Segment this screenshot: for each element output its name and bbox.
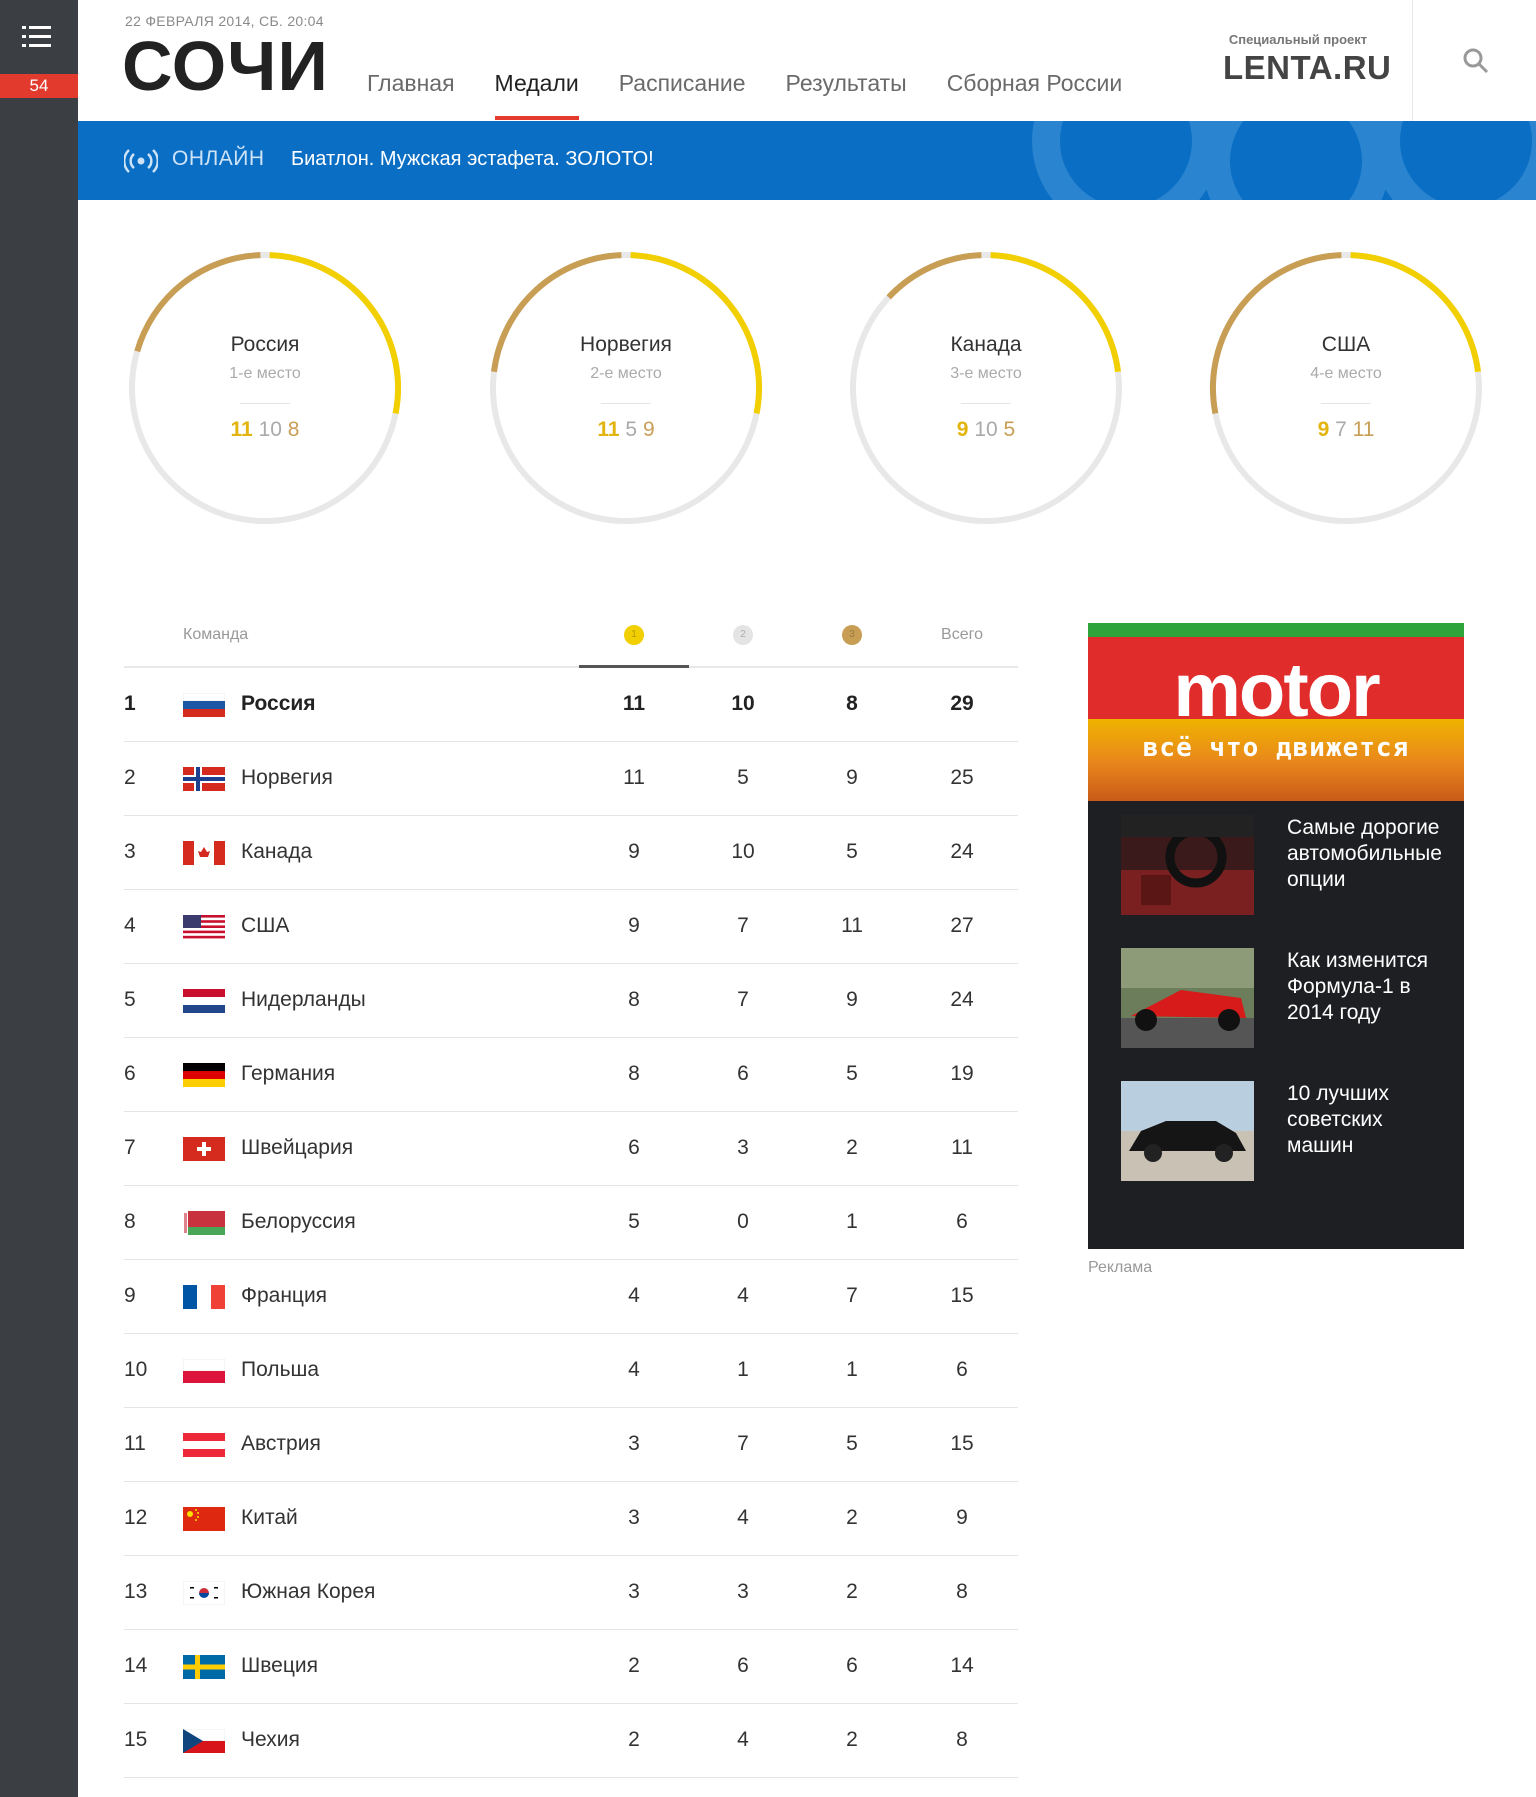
gold-count: 4 (628, 1358, 640, 1381)
donut-ring (486, 248, 766, 528)
silver-count: 6 (737, 1654, 749, 1677)
donut-silver-count: 10 (258, 418, 282, 441)
gold-count: 8 (628, 988, 640, 1011)
rank: 14 (124, 1654, 148, 1677)
donut-medals (846, 418, 1126, 442)
nav-results[interactable]: Результаты (785, 70, 907, 96)
flag-czech-icon (183, 1729, 225, 1753)
rank: 2 (124, 766, 136, 789)
bronze-count: 1 (846, 1358, 858, 1381)
rank: 1 (124, 692, 136, 715)
donut-gold-count: 9 (1317, 418, 1330, 441)
table-row[interactable] (124, 742, 1018, 816)
flag-france-icon (183, 1285, 225, 1309)
donut-country: США (1321, 333, 1371, 356)
silver-medal-icon: 2 (733, 625, 753, 645)
silver-count: 3 (737, 1136, 749, 1159)
donut-ring (1206, 248, 1486, 528)
silver-count: 5 (737, 766, 749, 789)
medal-table (124, 610, 1018, 1778)
table-row[interactable] (124, 1112, 1018, 1186)
medal-donut-usa[interactable] (1206, 248, 1486, 528)
table-row[interactable] (124, 1556, 1018, 1630)
gold-count: 4 (628, 1284, 640, 1307)
donut-gold-count: 11 (597, 418, 620, 441)
online-headline[interactable]: Биатлон. Мужская эстафета. ЗОЛОТО! (291, 148, 654, 170)
broadcast-icon (124, 149, 158, 173)
donut-gold-count: 9 (956, 418, 969, 441)
total-count: 9 (956, 1506, 968, 1529)
gold-count: 3 (628, 1506, 640, 1529)
bronze-count: 6 (846, 1654, 858, 1677)
rank: 5 (124, 988, 136, 1011)
country-name: Южная Корея (241, 1580, 376, 1603)
donut-divider (1321, 403, 1371, 404)
bronze-count: 5 (846, 1432, 858, 1455)
soviet-car-thumbnail (1121, 1081, 1254, 1181)
flag-austria-icon (183, 1433, 225, 1457)
country-name: Россия (241, 692, 316, 715)
flag-south-korea-icon (183, 1581, 225, 1605)
bronze-count: 9 (846, 988, 858, 1011)
donut-silver-count: 10 (974, 418, 998, 441)
ad-article-title: 10 лучших советских машин (1287, 1082, 1389, 1157)
table-row[interactable] (124, 1038, 1018, 1112)
donut-country: Норвегия (580, 333, 672, 356)
medal-donut-russia[interactable] (125, 248, 405, 528)
total-count: 8 (956, 1728, 968, 1751)
table-row[interactable] (124, 1408, 1018, 1482)
total-count: 15 (950, 1432, 974, 1455)
rank: 11 (124, 1432, 146, 1455)
silver-count: 0 (737, 1210, 749, 1233)
table-row[interactable] (124, 668, 1018, 742)
gold-count: 11 (623, 766, 645, 789)
silver-column-header[interactable] (688, 624, 798, 645)
ad-article[interactable] (1121, 1081, 1451, 1181)
flag-belarus-icon (183, 1211, 225, 1235)
flag-usa-icon (183, 915, 225, 939)
donut-country: Канада (950, 333, 1022, 356)
donut-place: 2-е место (590, 365, 662, 382)
formula1-car-thumbnail (1121, 948, 1254, 1048)
total-column-header[interactable]: Всего (941, 626, 983, 643)
silver-count: 10 (731, 692, 755, 715)
silver-count: 6 (737, 1062, 749, 1085)
menu-button[interactable] (0, 0, 78, 74)
country-name: Германия (241, 1062, 336, 1085)
table-header (124, 610, 1018, 668)
gold-count: 9 (628, 840, 640, 863)
table-row[interactable] (124, 1704, 1018, 1778)
bronze-count: 5 (846, 840, 858, 863)
table-row[interactable] (124, 1334, 1018, 1408)
gold-count: 3 (628, 1432, 640, 1455)
bronze-column-header[interactable] (797, 624, 907, 645)
rank: 6 (124, 1062, 136, 1085)
total-count: 27 (950, 914, 974, 937)
donut-medals (486, 418, 766, 442)
total-count: 6 (956, 1210, 968, 1233)
country-name: Чехия (241, 1728, 300, 1751)
online-banner[interactable] (78, 121, 1536, 200)
silver-count: 10 (731, 840, 755, 863)
total-count: 24 (950, 988, 974, 1011)
promo-caption: Специальный проект (1228, 32, 1368, 47)
bronze-medal-icon: 3 (842, 625, 862, 645)
gold-medal-icon: 1 (624, 625, 644, 645)
site-logo[interactable]: СОЧИ (122, 27, 329, 105)
gold-count: 2 (628, 1654, 640, 1677)
donut-silver-count: 5 (625, 418, 638, 441)
site-header (78, 0, 1536, 122)
table-row[interactable] (124, 1482, 1018, 1556)
donut-divider (601, 403, 651, 404)
ad-article[interactable] (1121, 815, 1451, 915)
ad-article-title: Самые дорогие автомобильные опции (1287, 816, 1442, 891)
gold-count: 3 (628, 1580, 640, 1603)
silver-count: 7 (737, 914, 749, 937)
ad-article-title: Как изменится Формула-1 в 2014 году (1287, 949, 1428, 1024)
news-count-badge[interactable]: 54 (0, 74, 78, 98)
flag-sweden-icon (183, 1655, 225, 1679)
bronze-count: 8 (846, 692, 858, 715)
silver-count: 7 (737, 1432, 749, 1455)
donut-bronze-count: 5 (1003, 418, 1016, 441)
lenta-promo[interactable] (1223, 32, 1392, 87)
main-nav (367, 62, 1162, 120)
country-name: Норвегия (241, 766, 333, 789)
donut-divider (961, 403, 1011, 404)
silver-count: 7 (737, 988, 749, 1011)
rank: 7 (124, 1136, 136, 1159)
rank: 13 (124, 1580, 148, 1603)
silver-count: 1 (737, 1358, 749, 1381)
donut-bronze-count: 9 (642, 418, 655, 441)
donut-divider (240, 403, 290, 404)
country-name: Австрия (241, 1432, 321, 1455)
ad-article[interactable] (1121, 948, 1451, 1048)
table-row[interactable] (124, 1260, 1018, 1334)
donut-country: Россия (230, 333, 300, 356)
flag-canada-icon (183, 841, 225, 865)
total-count: 29 (950, 692, 974, 715)
total-count: 14 (950, 1654, 974, 1677)
bronze-count: 9 (846, 766, 858, 789)
motor-advertisement[interactable] (1088, 623, 1464, 1249)
online-label: ОНЛАЙН (172, 147, 265, 170)
country-name: Швейцария (241, 1136, 354, 1159)
donut-medals (1206, 418, 1486, 442)
team-column-header[interactable]: Команда (183, 626, 249, 643)
bronze-count: 11 (841, 914, 863, 937)
donut-medals (125, 418, 405, 442)
flag-germany-icon (183, 1063, 225, 1087)
table-row[interactable] (124, 1186, 1018, 1260)
rank: 4 (124, 914, 136, 937)
flag-netherlands-icon (183, 989, 225, 1013)
bronze-count: 5 (846, 1062, 858, 1085)
country-name: США (241, 914, 290, 937)
total-count: 11 (951, 1136, 973, 1159)
nav-schedule[interactable]: Расписание (618, 70, 746, 96)
rank: 3 (124, 840, 136, 863)
gold-count: 11 (622, 692, 646, 715)
country-name: Польша (241, 1358, 320, 1381)
bronze-count: 2 (846, 1136, 858, 1159)
flag-russia-icon (183, 693, 225, 717)
donut-ring (846, 248, 1126, 528)
table-row[interactable] (124, 816, 1018, 890)
country-name: Нидерланды (241, 988, 366, 1011)
country-name: Китай (241, 1506, 298, 1529)
bronze-count: 2 (846, 1728, 858, 1751)
medal-donut-canada[interactable] (846, 248, 1126, 528)
donut-bronze-count: 8 (287, 418, 300, 441)
silver-count: 4 (737, 1728, 749, 1751)
list-icon (22, 24, 54, 50)
donut-bronze-arc (889, 255, 982, 297)
search-button[interactable] (1412, 0, 1536, 121)
table-row[interactable] (124, 1630, 1018, 1704)
donut-place: 4-е место (1310, 365, 1382, 382)
donut-silver-count: 7 (1335, 418, 1347, 441)
rank: 12 (124, 1506, 148, 1529)
country-name: Белоруссия (241, 1210, 356, 1233)
total-count: 19 (950, 1062, 974, 1085)
search-icon (1463, 48, 1489, 74)
country-name: Франция (241, 1284, 328, 1307)
nav-medals[interactable]: Медали (495, 62, 579, 120)
nav-home[interactable]: Главная (367, 70, 455, 96)
gold-count: 8 (628, 1062, 640, 1085)
bronze-count: 1 (846, 1210, 858, 1233)
silver-count: 3 (737, 1580, 749, 1603)
motor-tagline: всё что движется (1142, 733, 1410, 763)
nav-russia-team[interactable]: Сборная России (946, 70, 1123, 96)
gold-column-header[interactable] (579, 624, 689, 645)
flag-norway-icon (183, 767, 225, 791)
flag-poland-icon (183, 1359, 225, 1383)
rank: 10 (124, 1358, 148, 1381)
car-interior-thumbnail (1121, 815, 1254, 915)
lenta-logo: LENTA.RU (1223, 49, 1392, 86)
bronze-count: 2 (846, 1506, 858, 1529)
gold-count: 5 (628, 1210, 640, 1233)
rank: 9 (124, 1284, 136, 1307)
gold-count: 9 (628, 914, 640, 937)
gold-count: 2 (628, 1728, 640, 1751)
total-count: 15 (950, 1284, 974, 1307)
medal-donut-norway[interactable] (486, 248, 766, 528)
donut-gold-count: 11 (230, 418, 253, 441)
silver-count: 4 (737, 1506, 749, 1529)
total-count: 8 (956, 1580, 968, 1603)
total-count: 6 (956, 1358, 968, 1381)
table-row[interactable] (124, 964, 1018, 1038)
total-count: 25 (950, 766, 974, 789)
table-row[interactable] (124, 890, 1018, 964)
date-time: 22 ФЕВРАЛЯ 2014, СБ. 20:04 (125, 13, 324, 29)
rank: 8 (124, 1210, 136, 1233)
gold-count: 6 (628, 1136, 640, 1159)
donut-bronze-count: 11 (1352, 418, 1375, 441)
motor-logo: motor (1173, 648, 1379, 733)
left-sidebar (0, 0, 78, 1797)
flag-switzerland-icon (183, 1137, 225, 1161)
country-name: Швеция (241, 1654, 318, 1677)
donut-ring (125, 248, 405, 528)
donut-place: 3-е место (950, 365, 1022, 382)
silver-count: 4 (737, 1284, 749, 1307)
ad-banner[interactable] (1088, 623, 1464, 801)
donut-place: 1-е место (229, 365, 301, 382)
olympic-rings-decoration (1016, 121, 1536, 200)
flag-china-icon (183, 1507, 225, 1531)
total-count: 24 (950, 840, 974, 863)
rank: 15 (124, 1728, 148, 1751)
country-name: Канада (241, 840, 313, 863)
bronze-count: 7 (846, 1284, 858, 1307)
ad-caption: Реклама (1088, 1259, 1153, 1276)
bronze-count: 2 (846, 1580, 858, 1603)
